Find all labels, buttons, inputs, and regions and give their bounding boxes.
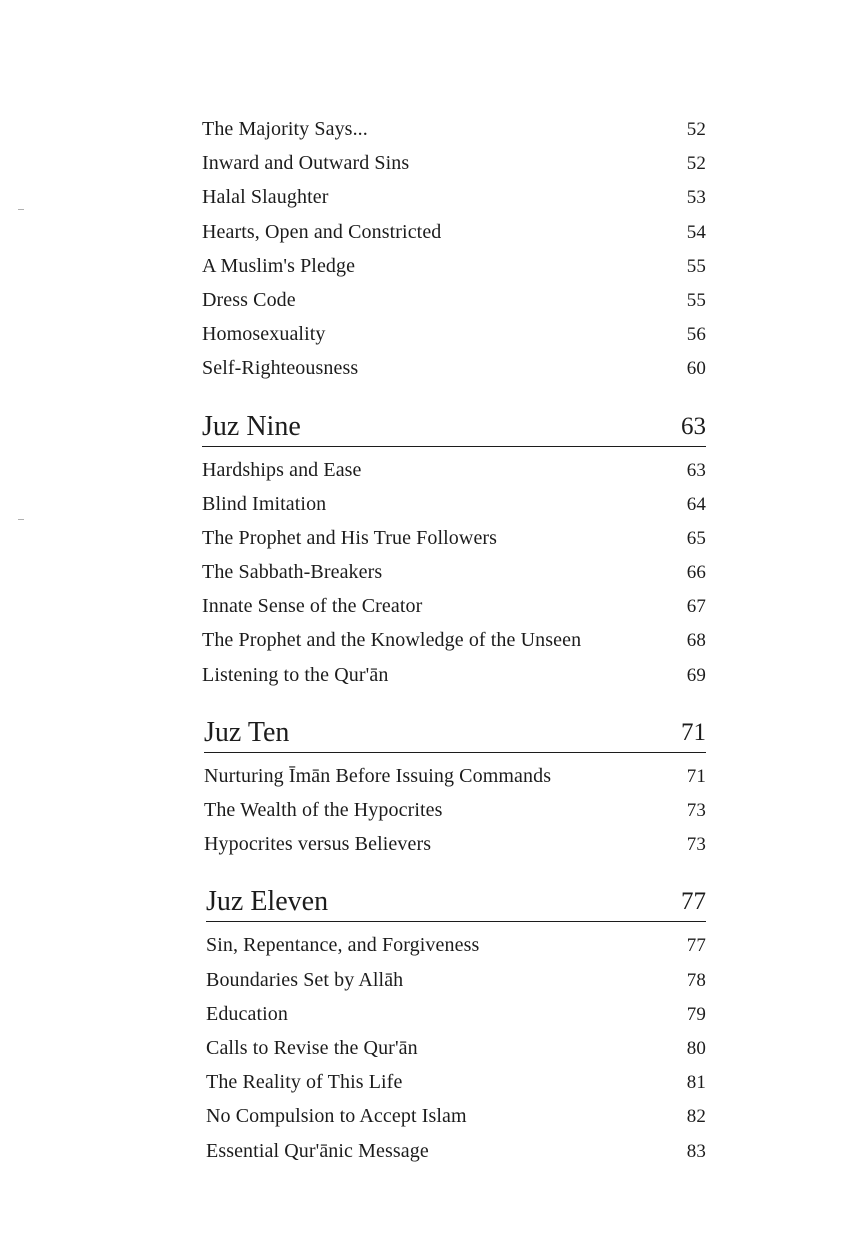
section-juz-eleven bbox=[206, 883, 706, 1167]
toc-entry[interactable] bbox=[202, 249, 706, 283]
entry-page: 68 bbox=[686, 630, 706, 652]
entry-page: 52 bbox=[686, 119, 706, 140]
entry-page: 77 bbox=[686, 935, 706, 957]
section-title: Juz Eleven bbox=[206, 886, 329, 918]
toc-entry[interactable] bbox=[202, 283, 706, 317]
entry-page: 79 bbox=[686, 1003, 706, 1025]
entry-title: Nurturing Īmān Before Issuing Commands bbox=[204, 764, 552, 787]
section-page: 63 bbox=[681, 412, 706, 440]
entry-page: 53 bbox=[686, 187, 706, 209]
entry-title: The Majority Says... bbox=[202, 118, 368, 140]
toc-entry[interactable] bbox=[206, 963, 706, 997]
entry-title: Essential Qur'ānic Message bbox=[206, 1139, 429, 1162]
toc-entry[interactable] bbox=[202, 146, 706, 180]
entry-title: The Sabbath-Breakers bbox=[202, 561, 383, 584]
entry-page: 71 bbox=[686, 765, 706, 787]
toc-entry[interactable] bbox=[202, 521, 706, 555]
toc-entry[interactable] bbox=[202, 555, 706, 589]
entry-title: Hardships and Ease bbox=[202, 458, 362, 481]
entry-title: Halal Slaughter bbox=[202, 186, 329, 209]
scan-mark bbox=[18, 519, 24, 520]
entry-title: Education bbox=[206, 1002, 288, 1025]
intro-entries bbox=[202, 112, 706, 386]
entry-title: No Compulsion to Accept Islam bbox=[206, 1105, 467, 1128]
section-page: 77 bbox=[681, 888, 706, 916]
toc-entry[interactable] bbox=[202, 317, 706, 351]
section-page: 71 bbox=[681, 718, 706, 746]
toc-entry[interactable] bbox=[202, 487, 706, 521]
entry-title: A Muslim's Pledge bbox=[202, 254, 356, 277]
entry-page: 54 bbox=[686, 221, 706, 243]
toc-entry[interactable] bbox=[206, 997, 706, 1031]
section-juz-ten bbox=[204, 714, 706, 862]
toc-entry[interactable] bbox=[206, 1031, 706, 1065]
entry-title: The Reality of This Life bbox=[206, 1071, 403, 1094]
entry-page: 73 bbox=[686, 834, 706, 856]
entry-page: 67 bbox=[686, 596, 706, 618]
toc-entry[interactable] bbox=[202, 215, 706, 249]
entry-page: 55 bbox=[686, 255, 706, 277]
section-title: Juz Ten bbox=[204, 716, 290, 748]
table-of-contents bbox=[202, 112, 706, 1168]
entry-page: 78 bbox=[686, 969, 706, 991]
toc-entry[interactable] bbox=[206, 1065, 706, 1099]
entry-page: 66 bbox=[686, 562, 706, 584]
entry-page: 69 bbox=[686, 664, 706, 686]
entry-page: 83 bbox=[686, 1140, 706, 1162]
entry-title: Homosexuality bbox=[202, 323, 326, 346]
entry-title: Blind Imitation bbox=[202, 492, 327, 515]
entry-page: 63 bbox=[686, 459, 706, 481]
entry-title: The Wealth of the Hypocrites bbox=[204, 799, 443, 821]
toc-entry[interactable] bbox=[202, 589, 706, 623]
entry-page: 52 bbox=[686, 153, 706, 175]
entry-title: Hypocrites versus Believers bbox=[204, 833, 432, 856]
section-title: Juz Nine bbox=[202, 410, 301, 442]
entry-title: Innate Sense of the Creator bbox=[202, 595, 423, 618]
entry-page: 73 bbox=[686, 800, 706, 821]
toc-entry[interactable] bbox=[206, 928, 706, 962]
entry-page: 80 bbox=[686, 1037, 706, 1059]
entry-title: Hearts, Open and Constricted bbox=[202, 220, 442, 243]
entry-page: 65 bbox=[686, 527, 706, 549]
toc-entry[interactable] bbox=[206, 1134, 706, 1168]
entry-page: 64 bbox=[686, 493, 706, 515]
entry-title: Dress Code bbox=[202, 288, 296, 311]
scan-mark bbox=[18, 209, 24, 210]
entry-page: 81 bbox=[686, 1072, 706, 1094]
entry-page: 60 bbox=[686, 358, 706, 380]
toc-entry[interactable] bbox=[202, 453, 706, 487]
entry-title: Listening to the Qur'ān bbox=[202, 663, 389, 686]
toc-entry[interactable] bbox=[202, 623, 706, 657]
entry-page: 55 bbox=[686, 289, 706, 311]
toc-entry[interactable] bbox=[204, 793, 706, 827]
entry-page: 56 bbox=[686, 324, 706, 346]
entry-title: The Prophet and His True Followers bbox=[202, 526, 498, 549]
entry-title: The Prophet and the Knowledge of the Unseen bbox=[202, 629, 582, 652]
entry-title: Calls to Revise the Qur'ān bbox=[206, 1036, 418, 1059]
entry-title: Sin, Repentance, and Forgiveness bbox=[206, 934, 480, 957]
entry-title: Inward and Outward Sins bbox=[202, 152, 410, 175]
section-juz-nine bbox=[202, 408, 706, 692]
entry-title: Boundaries Set by Allāh bbox=[206, 968, 404, 991]
toc-entry[interactable] bbox=[202, 658, 706, 692]
entry-page: 82 bbox=[686, 1106, 706, 1128]
toc-entry[interactable] bbox=[204, 827, 706, 861]
toc-entry[interactable] bbox=[202, 112, 706, 146]
entry-title: Self-Righteousness bbox=[202, 357, 359, 380]
toc-entry[interactable] bbox=[206, 1099, 706, 1133]
toc-entry[interactable] bbox=[202, 351, 706, 385]
toc-entry[interactable] bbox=[202, 180, 706, 214]
toc-entry[interactable] bbox=[204, 759, 706, 793]
section-heading[interactable] bbox=[206, 883, 706, 922]
section-heading[interactable] bbox=[204, 714, 706, 753]
section-heading[interactable] bbox=[202, 408, 706, 447]
